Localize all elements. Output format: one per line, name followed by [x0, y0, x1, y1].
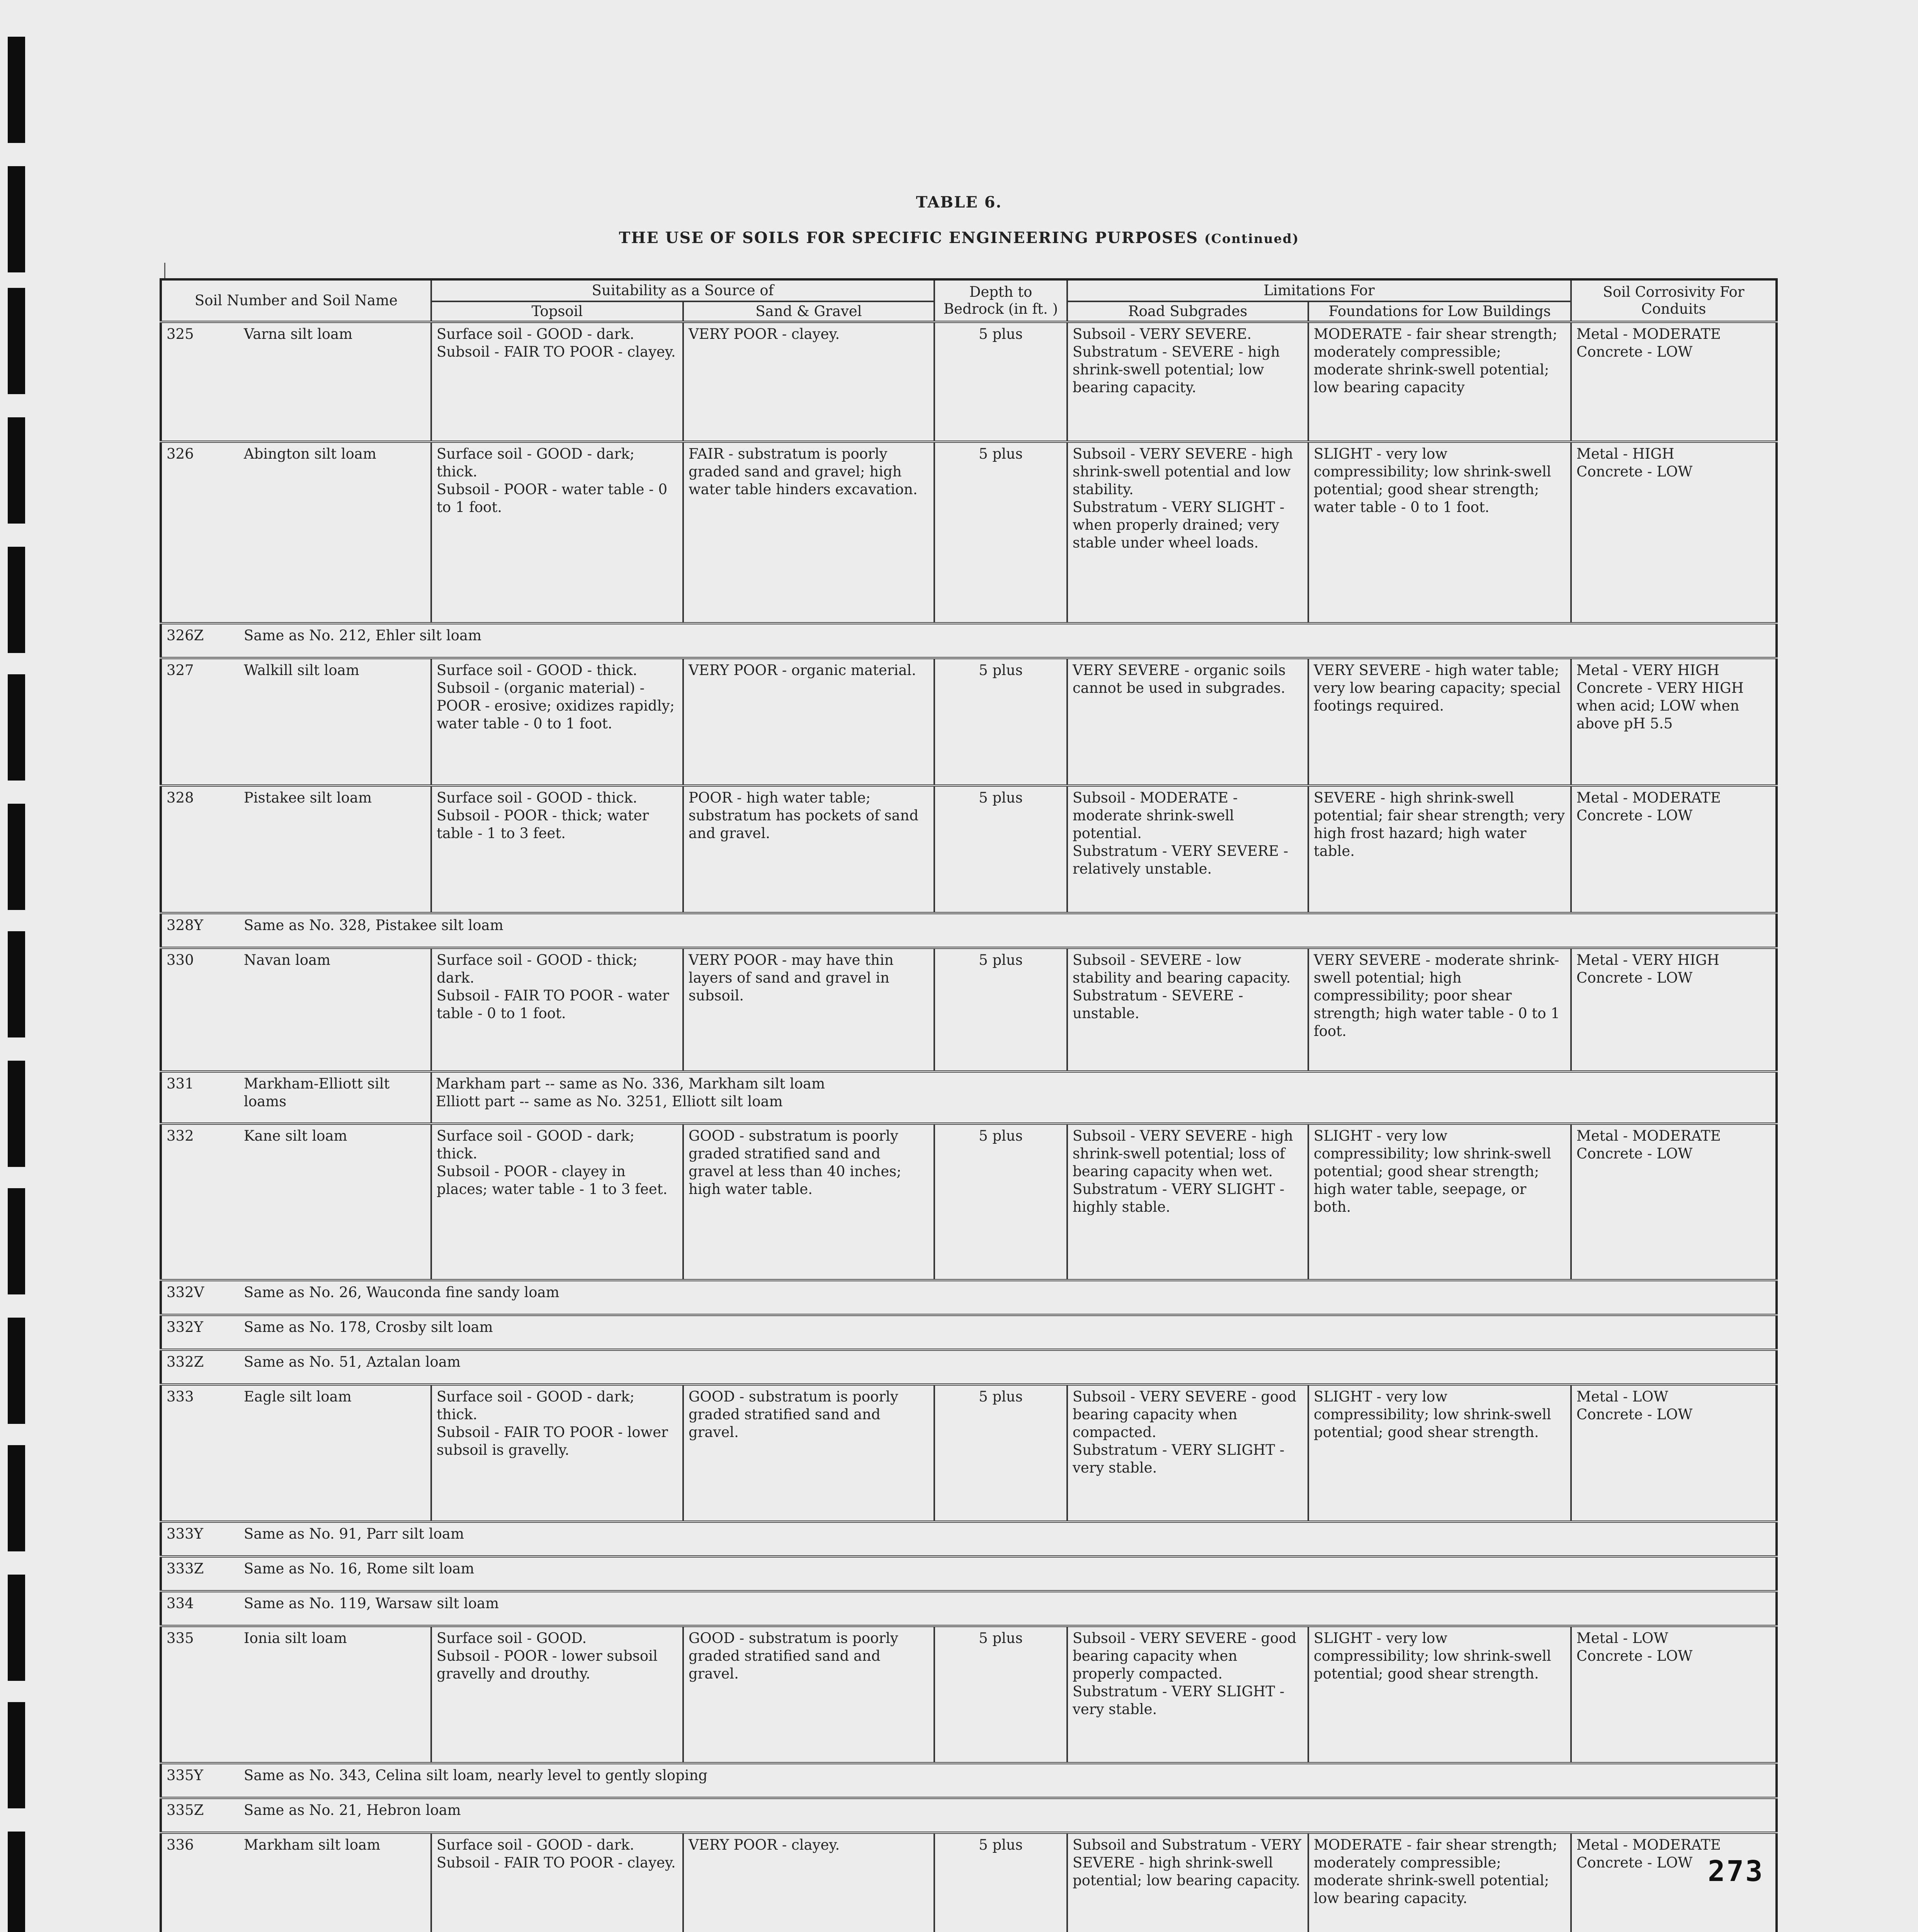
cell-foundations: SLIGHT - very low compressibility; low shrink-swell potential; good shear strength; water table - 0 to 1 foot.: [1308, 442, 1571, 623]
cell-soil: [161, 1124, 431, 1280]
soil-name: Ionia silt loam: [244, 1630, 347, 1646]
binding-bar: [8, 1445, 25, 1551]
soil-number: 333: [167, 1388, 194, 1405]
binding-bar: [8, 288, 25, 394]
header-suitability: Suitability as a Source of: [431, 279, 934, 301]
cell-sand-gravel: VERY POOR - clayey.: [683, 1833, 934, 1932]
cell-sand-gravel: GOOD - substratum is poorly graded stratified sand and gravel at less than 40 inches; high water table.: [683, 1124, 934, 1280]
binding-bar: [8, 547, 25, 653]
soil-name: Kane silt loam: [244, 1128, 347, 1144]
soil-number: 335: [167, 1630, 194, 1646]
table-row: [161, 1350, 1777, 1384]
cell-road-subgrades: VERY SEVERE - organic soils cannot be used in subgrades.: [1067, 658, 1308, 786]
page-number: 273: [1708, 1855, 1764, 1888]
cell-topsoil: Surface soil - GOOD - thick; dark. Subsoil - FAIR TO POOR - water table - 0 to 1 foot.: [431, 948, 683, 1071]
table-row: [161, 1315, 1777, 1350]
soil-number: 333Z: [167, 1560, 204, 1577]
soil-number: 332Y: [167, 1319, 204, 1335]
soil-name: Eagle silt loam: [244, 1388, 352, 1405]
soil-name: Walkill silt loam: [244, 662, 359, 679]
cell-depth: 5 plus: [934, 786, 1067, 913]
binding-bar: [8, 674, 25, 781]
soil-number: 334: [167, 1595, 194, 1612]
header-soil: Soil Number and Soil Name: [161, 279, 431, 322]
cell-topsoil: Surface soil - GOOD - dark; thick. Subsoil - POOR - water table - 0 to 1 foot.: [431, 442, 683, 623]
same-as-row: [161, 1556, 1777, 1591]
binding-bar: [8, 37, 25, 143]
table-row: [161, 1124, 1777, 1280]
cell-depth: 5 plus: [934, 948, 1067, 1071]
soil-number: 335Z: [167, 1802, 204, 1818]
soil-name: Navan loam: [244, 952, 331, 968]
same-as-text: Same as No. 178, Crosby silt loam: [244, 1319, 493, 1335]
soil-name: Markham silt loam: [244, 1837, 381, 1853]
soil-number: 333Y: [167, 1526, 204, 1542]
same-as-text: Same as No. 119, Warsaw silt loam: [244, 1595, 499, 1612]
cell-soil: [161, 1071, 431, 1124]
soil-number: 328: [167, 789, 194, 806]
cell-corrosivity: Metal - VERY HIGH Concrete - VERY HIGH when acid; LOW when above pH 5.5: [1571, 658, 1777, 786]
cell-soil: [161, 442, 431, 623]
soil-number: 330: [167, 952, 194, 968]
header-topsoil: Topsoil: [431, 301, 683, 322]
cell-foundations: VERY SEVERE - moderate shrink-swell potential; high compressibility; poor shear strength; high water table - 0 to 1 foot.: [1308, 948, 1571, 1071]
cell-corrosivity: Metal - HIGH Concrete - LOW: [1571, 442, 1777, 623]
soil-number: 332: [167, 1128, 194, 1144]
cell-sand-gravel: FAIR - substratum is poorly graded sand and gravel; high water table hinders excavation.: [683, 442, 934, 623]
cell-road-subgrades: Subsoil - SEVERE - low stability and bearing capacity. Substratum - SEVERE - unstable.: [1067, 948, 1308, 1071]
table-row: [161, 623, 1777, 658]
same-as-row: [161, 1522, 1777, 1556]
binding-bar: [8, 1702, 25, 1808]
table-row: [161, 948, 1777, 1071]
cell-corrosivity: Metal - LOW Concrete - LOW: [1571, 1626, 1777, 1763]
cell-topsoil: Surface soil - GOOD - dark. Subsoil - FAIR TO POOR - clayey.: [431, 322, 683, 442]
cell-soil: [161, 786, 431, 913]
cell-depth: 5 plus: [934, 442, 1067, 623]
table-row: [161, 1798, 1777, 1833]
header-corrosivity: Soil Corrosivity For Conduits: [1571, 279, 1777, 322]
same-as-row: [161, 913, 1777, 948]
cell-topsoil: Surface soil - GOOD - dark; thick. Subsoil - POOR - clayey in places; water table - 1 to 3 feet.: [431, 1124, 683, 1280]
table-title-text: THE USE OF SOILS FOR SPECIFIC ENGINEERING PURPOSES: [619, 229, 1199, 247]
cell-sand-gravel: VERY POOR - clayey.: [683, 322, 934, 442]
cell-road-subgrades: Subsoil - VERY SEVERE - good bearing capacity when compacted. Substratum - VERY SLIGHT - very stable.: [1067, 1384, 1308, 1522]
cell-foundations: SLIGHT - very low compressibility; low shrink-swell potential; good shear strength.: [1308, 1384, 1571, 1522]
same-as-text: Same as No. 212, Ehler silt loam: [244, 627, 482, 644]
cell-corrosivity: Metal - LOW Concrete - LOW: [1571, 1384, 1777, 1522]
cell-depth: 5 plus: [934, 1384, 1067, 1522]
soil-name: Varna silt loam: [244, 326, 353, 342]
cell-topsoil: Surface soil - GOOD - dark. Subsoil - FAIR TO POOR - clayey.: [431, 1833, 683, 1932]
table-label: TABLE 6.: [916, 193, 1002, 211]
same-as-text: Same as No. 16, Rome silt loam: [244, 1560, 474, 1577]
cell-road-subgrades: Subsoil and Substratum - VERY SEVERE - high shrink-swell potential; low bearing capacity.: [1067, 1833, 1308, 1932]
cell-foundations: SLIGHT - very low compressibility; low shrink-swell potential; good shear strength; high water table, seepage, or both.: [1308, 1124, 1571, 1280]
cell-depth: 5 plus: [934, 1833, 1067, 1932]
cell-sand-gravel: GOOD - substratum is poorly graded stratified sand and gravel.: [683, 1384, 934, 1522]
table-row: [161, 1071, 1777, 1124]
binding-bar: [8, 1318, 25, 1424]
same-as-row: [161, 1591, 1777, 1626]
soil-number: 332V: [167, 1284, 204, 1301]
table-row: [161, 1626, 1777, 1763]
cell-topsoil: Surface soil - GOOD - dark; thick. Subsoil - FAIR TO POOR - lower subsoil is gravelly.: [431, 1384, 683, 1522]
binding-bar: [8, 1188, 25, 1294]
binding-bar: [8, 1575, 25, 1681]
table-row: [161, 1556, 1777, 1591]
cell-foundations: MODERATE - fair shear strength; moderately compressible; moderate shrink-swell potential; low bearing capacity: [1308, 322, 1571, 442]
header-road: Road Subgrades: [1067, 301, 1308, 322]
cell-corrosivity: Metal - MODERATE Concrete - LOW: [1571, 1124, 1777, 1280]
cell-foundations: MODERATE - fair shear strength; moderately compressible; moderate shrink-swell potential; low bearing capacity.: [1308, 1833, 1571, 1932]
header-foundations: Foundations for Low Buildings: [1308, 301, 1571, 322]
cell-road-subgrades: Subsoil - MODERATE - moderate shrink-swell potential. Substratum - VERY SEVERE - relatively unstable.: [1067, 786, 1308, 913]
soil-number: 326Z: [167, 627, 204, 644]
cell-corrosivity: Metal - MODERATE Concrete - LOW: [1571, 322, 1777, 442]
cell-soil: [161, 322, 431, 442]
same-as-text: Same as No. 51, Aztalan loam: [244, 1354, 461, 1370]
soil-name: Pistakee silt loam: [244, 789, 372, 806]
same-as-row: [161, 1315, 1777, 1350]
cell-soil: [161, 1833, 431, 1932]
table-row: [161, 1280, 1777, 1315]
cell-sand-gravel: GOOD - substratum is poorly graded stratified sand and gravel.: [683, 1626, 934, 1763]
table-row: [161, 1591, 1777, 1626]
cell-foundations: VERY SEVERE - high water table; very low bearing capacity; special footings required.: [1308, 658, 1571, 786]
soil-number: 332Z: [167, 1354, 204, 1370]
cell-topsoil: Surface soil - GOOD - thick. Subsoil - POOR - thick; water table - 1 to 3 feet.: [431, 786, 683, 913]
same-as-text: Same as No. 21, Hebron loam: [244, 1802, 461, 1818]
soil-number: 326: [167, 446, 194, 462]
cell-sand-gravel: VERY POOR - may have thin layers of sand and gravel in subsoil.: [683, 948, 934, 1071]
table-row: [161, 322, 1777, 442]
table-row: [161, 1763, 1777, 1798]
binding-bar: [8, 1061, 25, 1167]
header-depth: Depth to Bedrock (in ft. ): [934, 279, 1067, 322]
binding-bar: [8, 931, 25, 1037]
cell-road-subgrades: Subsoil - VERY SEVERE - good bearing capacity when properly compacted. Substratum - VERY SLIGHT - very stable.: [1067, 1626, 1308, 1763]
table-title: [0, 229, 1918, 247]
header-limitations: Limitations For: [1067, 279, 1571, 301]
binding-bar: [8, 1832, 25, 1932]
cell-road-subgrades: Subsoil - VERY SEVERE. Substratum - SEVERE - high shrink-swell potential; low bearing capacity.: [1067, 322, 1308, 442]
table-row: [161, 1833, 1777, 1932]
table-row: [161, 913, 1777, 948]
table-row: [161, 442, 1777, 623]
cell-depth: 5 plus: [934, 1124, 1067, 1280]
cell-depth: 5 plus: [934, 658, 1067, 786]
cell-note: Markham part -- same as No. 336, Markham silt loam Elliott part -- same as No. 3251, Elliott silt loam: [431, 1071, 1777, 1124]
cell-soil: [161, 1626, 431, 1763]
soil-number: 327: [167, 662, 194, 679]
same-as-row: [161, 1350, 1777, 1384]
cell-road-subgrades: Subsoil - VERY SEVERE - high shrink-swell potential and low stability. Substratum - VERY SLIGHT - when properly drained; very stable under wheel loads.: [1067, 442, 1308, 623]
cell-foundations: SLIGHT - very low compressibility; low shrink-swell potential; good shear strength.: [1308, 1626, 1571, 1763]
same-as-text: Same as No. 328, Pistakee silt loam: [244, 917, 503, 934]
table-row: [161, 1384, 1777, 1522]
header-sand-gravel: Sand & Gravel: [683, 301, 934, 322]
soil-number: 336: [167, 1837, 194, 1853]
cell-soil: [161, 1384, 431, 1522]
same-as-text: Same as No. 91, Parr silt loam: [244, 1526, 464, 1542]
same-as-row: [161, 1280, 1777, 1315]
same-as-row: [161, 1763, 1777, 1798]
table-row: [161, 658, 1777, 786]
table-row: [161, 1522, 1777, 1556]
cell-corrosivity: Metal - VERY HIGH Concrete - LOW: [1571, 948, 1777, 1071]
cell-sand-gravel: VERY POOR - organic material.: [683, 658, 934, 786]
cell-sand-gravel: POOR - high water table; substratum has pockets of sand and gravel.: [683, 786, 934, 913]
soil-number: 328Y: [167, 917, 204, 934]
binding-bar: [8, 166, 25, 272]
table-title-continued: (Continued): [1204, 231, 1299, 246]
soil-number: 325: [167, 326, 194, 342]
cell-corrosivity: Metal - MODERATE Concrete - LOW: [1571, 1833, 1777, 1932]
soil-name: Abington silt loam: [244, 446, 377, 462]
table-header: [161, 279, 1777, 322]
soil-engineering-table: [160, 278, 1778, 1932]
cell-depth: 5 plus: [934, 322, 1067, 442]
soil-name: Markham-Elliott silt loams: [244, 1075, 390, 1110]
soil-number: 335Y: [167, 1767, 204, 1784]
cell-depth: 5 plus: [934, 1626, 1067, 1763]
cell-topsoil: Surface soil - GOOD. Subsoil - POOR - lower subsoil gravelly and drouthy.: [431, 1626, 683, 1763]
soil-number: 331: [167, 1075, 194, 1092]
binding-bar: [8, 417, 25, 524]
scan-mark: [164, 263, 165, 278]
cell-soil: [161, 948, 431, 1071]
same-as-row: [161, 1798, 1777, 1833]
same-as-text: Same as No. 343, Celina silt loam, nearly level to gently sloping: [244, 1767, 708, 1784]
cell-corrosivity: Metal - MODERATE Concrete - LOW: [1571, 786, 1777, 913]
cell-soil: [161, 658, 431, 786]
cell-foundations: SEVERE - high shrink-swell potential; fair shear strength; very high frost hazard; high water table.: [1308, 786, 1571, 913]
table-body: [161, 322, 1777, 1932]
same-as-text: Same as No. 26, Wauconda fine sandy loam: [244, 1284, 559, 1301]
binding-bar: [8, 804, 25, 910]
same-as-row: [161, 623, 1777, 658]
cell-road-subgrades: Subsoil - VERY SEVERE - high shrink-swell potential; loss of bearing capacity when wet. Substratum - VERY SLIGHT - highly stable.: [1067, 1124, 1308, 1280]
table-row: [161, 786, 1777, 913]
cell-topsoil: Surface soil - GOOD - thick. Subsoil - (organic material) - POOR - erosive; oxidizes rapidly; water table - 0 to 1 foot.: [431, 658, 683, 786]
